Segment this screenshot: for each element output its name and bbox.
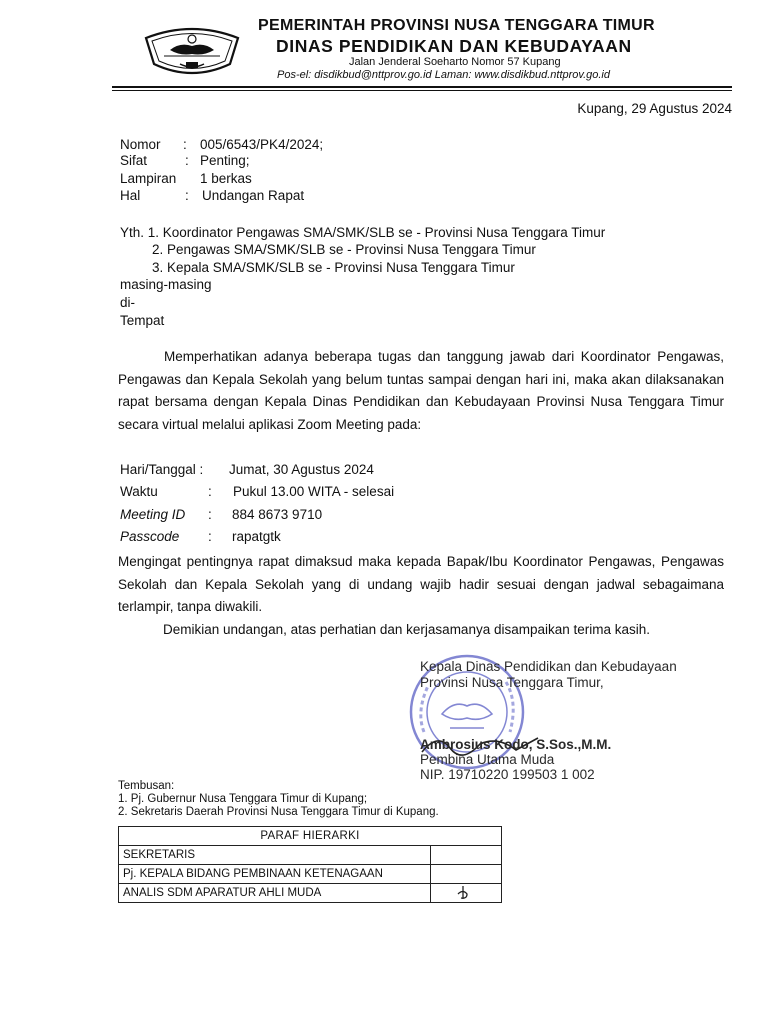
- sifat-label: Sifat: [120, 153, 148, 168]
- recipient-di: di-: [120, 295, 136, 310]
- signature-title-2: Provinsi Nusa Tenggara Timur,: [420, 675, 604, 690]
- table-cell-label: SEKRETARIS: [119, 846, 431, 865]
- letterhead-agency: DINAS PENDIDIKAN DAN KEBUDAYAAN: [276, 36, 632, 56]
- waktu-colon: :: [208, 484, 212, 499]
- passcode-colon: :: [208, 529, 212, 544]
- meeting-id-label: Meeting ID: [120, 507, 186, 522]
- table-cell-paraf: [431, 865, 502, 884]
- table-row: [119, 827, 502, 846]
- hal-colon: :: [185, 188, 189, 203]
- meeting-id-value: 884 8673 9710: [232, 507, 323, 522]
- lampiran-value: 1 berkas: [200, 171, 252, 186]
- sifat-colon: :: [185, 153, 189, 168]
- tembusan-label: Tembusan:: [118, 780, 175, 792]
- table-cell-paraf: [431, 884, 502, 903]
- waktu-label: Waktu: [120, 484, 158, 499]
- letter-date: Kupang, 29 Agustus 2024: [577, 101, 732, 116]
- paraf-hierarki-table: [118, 826, 502, 903]
- sifat-value: Penting;: [200, 153, 250, 168]
- provincial-emblem-icon: [140, 20, 244, 82]
- nomor-colon: :: [183, 137, 187, 152]
- hari-value: Jumat, 30 Agustus 2024: [229, 462, 374, 477]
- signature-nip: NIP. 19710220 199503 1 002: [420, 767, 595, 782]
- letterhead-rule-thin: [112, 90, 732, 91]
- waktu-value: Pukul 13.00 WITA - selesai: [233, 484, 395, 499]
- passcode-value: rapatgtk: [232, 529, 281, 544]
- table-cell-label: ANALIS SDM APARATUR AHLI MUDA: [119, 884, 431, 903]
- nomor-label: Nomor: [120, 137, 161, 152]
- recipient-line-3: 3. Kepala SMA/SMK/SLB se - Provinsi Nusa Tenggara Timur: [152, 260, 515, 275]
- hari-label: Hari/Tanggal :: [120, 462, 204, 477]
- table-row: [119, 884, 502, 903]
- table-cell-paraf: [431, 846, 502, 865]
- letterhead-address: Jalan Jenderal Soeharto Nomor 57 Kupang: [349, 56, 561, 68]
- table-cell-label: Pj. KEPALA BIDANG PEMBINAAN KETENAGAAN: [119, 865, 431, 884]
- recipient-line-2: 2. Pengawas SMA/SMK/SLB se - Provinsi Nusa Tenggara Timur: [152, 242, 536, 257]
- lampiran-label: Lampiran: [120, 171, 177, 186]
- body-paragraph-3: Demikian undangan, atas perhatian dan kerjasamanya disampaikan terima kasih.: [163, 622, 651, 637]
- paraf-initial-icon: [455, 885, 473, 901]
- signature-title-1: Kepala Dinas Pendidikan dan Kebudayaan: [420, 659, 677, 674]
- table-row: [119, 846, 502, 865]
- body-paragraph-1: Memperhatikan adanya beberapa tugas dan tanggung jawab dari Koordinator Pengawas, Pengawas dan Kepala Sekolah yang belum tuntas sampai dengan hari ini, maka akan dilaksanakan rapat bersama dengan Kepala Dinas Pendidikan dan Kebudayaan Provinsi Nusa Tenggara Timur secara virtual melalui aplikasi Zoom Meeting pada:: [118, 349, 724, 432]
- hal-label: Hal: [120, 188, 141, 203]
- letterhead-rule-thick: [112, 86, 732, 88]
- table-header: PARAF HIERARKI: [119, 827, 502, 846]
- recipient-masing: masing-masing: [120, 277, 212, 292]
- tembusan-item-1: 1. Pj. Gubernur Nusa Tenggara Timur di Kupang;: [118, 793, 368, 805]
- passcode-label: Passcode: [120, 529, 180, 544]
- recipient-tempat: Tempat: [120, 313, 165, 328]
- signature-name: Ambrosius Kodo, S.Sos.,M.M.: [420, 737, 612, 752]
- letterhead-government: PEMERINTAH PROVINSI NUSA TENGGARA TIMUR: [258, 17, 655, 34]
- recipient-line-1: Yth. 1. Koordinator Pengawas SMA/SMK/SLB se - Provinsi Nusa Tenggara Timur: [120, 225, 606, 240]
- meeting-id-colon: :: [208, 507, 212, 522]
- nomor-value: 005/6543/PK4/2024;: [200, 137, 324, 152]
- signature-rank: Pembina Utama Muda: [420, 752, 555, 767]
- tembusan-item-2: 2. Sekretaris Daerah Provinsi Nusa Tenggara Timur di Kupang.: [118, 806, 439, 818]
- body-paragraph-2: Mengingat pentingnya rapat dimaksud maka kepada Bapak/Ibu Koordinator Pengawas, Pengawas Sekolah dan Kepala Sekolah yang di undang wajib hadir sesuai dengan jadwal sebagaimana terlampir, tanpa diwakili.: [118, 554, 724, 614]
- letterhead-contact: Pos-el: disdikbud@nttprov.go.id Laman: www.disdikbud.nttprov.go.id: [277, 69, 610, 81]
- hal-value: Undangan Rapat: [202, 188, 305, 203]
- table-row: [119, 865, 502, 884]
